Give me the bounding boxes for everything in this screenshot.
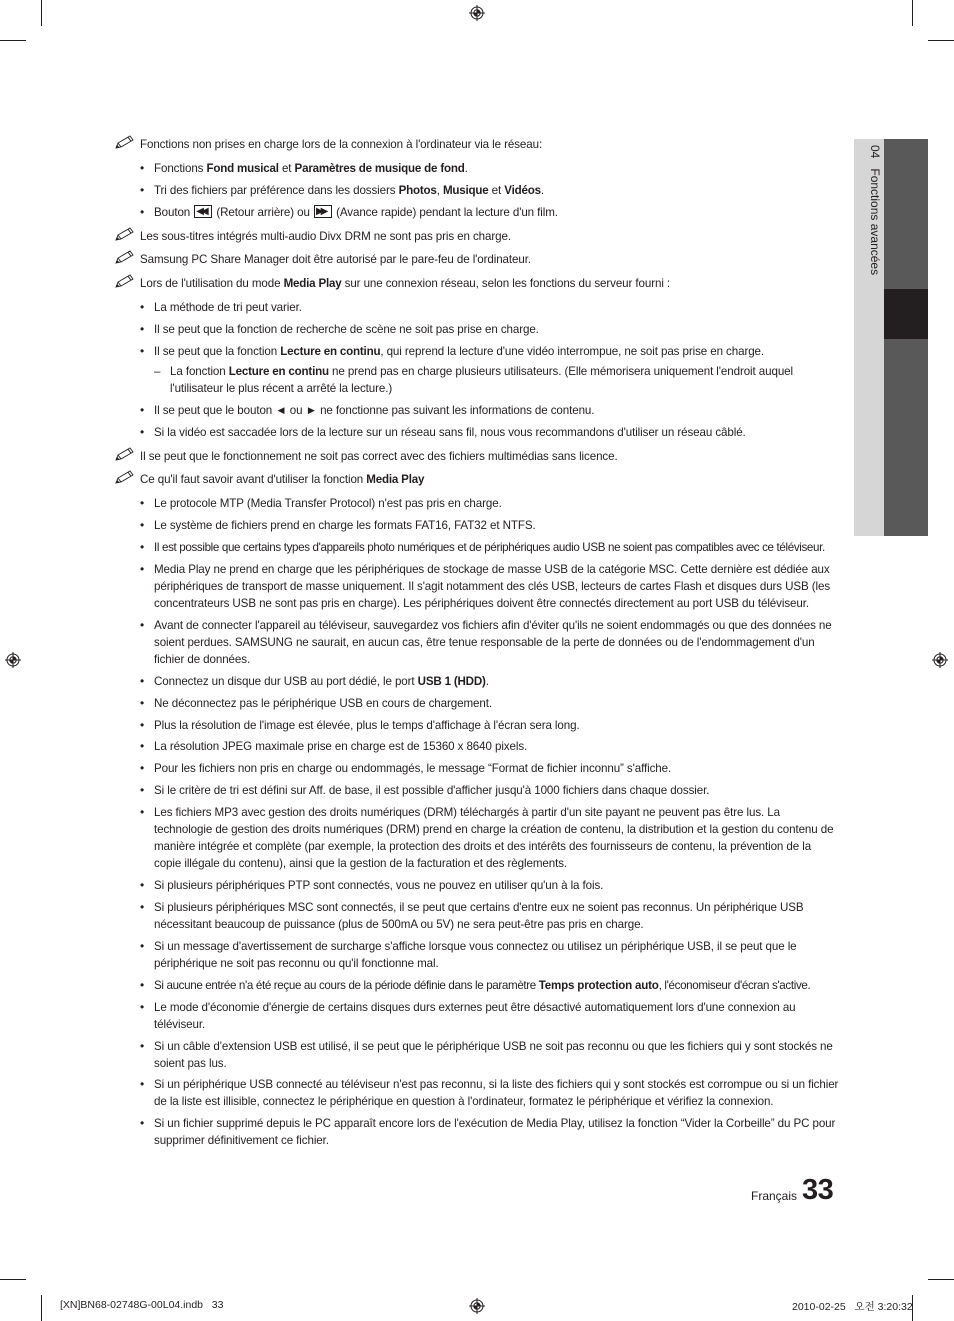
section-number: 04 — [868, 145, 882, 159]
text-run: Fonctions non prises en charge lors de la connexion à l'ordinateur via le réseau: — [140, 138, 543, 151]
bullet-item — [114, 402, 840, 419]
text-run: Il se peut que la fonction de recherche de scène ne soit pas prise en charge. — [154, 323, 539, 337]
bold-term: Media Play — [366, 473, 425, 487]
bullet-item — [114, 977, 840, 994]
text-run: Media Play ne prend en charge que les périphériques de stockage de masse USB de la catégorie MSC. Cette dernière est dédiée aux périphériques de transport de masse uniquement. Il s'agit notamment des clés USB, lecteurs de cartes Flash et disques durs USB (les concentrateurs USB ne sont pas pris en charge). Les périphériques doivent être connectés directement au port USB du téléviseur. — [154, 563, 831, 611]
text-run: Si aucune entrée n'a été reçue au cours de la période définie dans le paramètre — [154, 978, 539, 992]
page-content — [114, 136, 840, 1156]
text-run: . — [464, 161, 468, 175]
registration-mark-icon — [469, 5, 485, 21]
note-item — [114, 228, 840, 245]
crop-mark — [41, 1295, 42, 1321]
sub-item — [114, 363, 840, 397]
bullet-list — [114, 299, 840, 440]
bullet-item — [114, 204, 840, 221]
text-run: Si la vidéo est saccadée lors de la lecture sur un réseau sans fil, nous vous recommandons d'utiliser un réseau câblé. — [154, 425, 746, 439]
text-run: (Retour arrière) ou — [213, 205, 313, 219]
text-run: Si un périphérique USB connecté au téléviseur n'est pas reconnu, si la liste des fichiers qui y sont stockés est corrompue ou si un fichier de la liste est illisible, connectez le périphérique en question à l'ordinateur, formatez le périphérique et vérifiez la connexion. — [154, 1078, 839, 1109]
bullet-item — [114, 1115, 840, 1149]
text-run: Ce qu'il faut savoir avant d'utiliser la fonction — [140, 473, 367, 487]
bullet-item — [114, 999, 840, 1033]
bullet-item — [114, 495, 840, 512]
bullet-item — [114, 182, 840, 199]
bold-term: Lecture en continu — [280, 345, 381, 359]
bullet-item — [114, 673, 840, 690]
bullet-item — [114, 299, 840, 316]
bullet-item — [114, 343, 840, 360]
bullet-list — [114, 495, 840, 1149]
crop-mark — [0, 1279, 26, 1280]
rewind-icon — [194, 205, 212, 218]
print-slug-file: [XN]BN68-02748G-00L04.indb 33 — [60, 1299, 224, 1311]
bold-term: Paramètres de musique de fond — [294, 161, 465, 175]
text-run: Le système de fichiers prend en charge les formats FAT16, FAT32 et NTFS. — [154, 519, 536, 533]
bullet-item — [114, 1076, 840, 1110]
text-run: Pour les fichiers non pris en charge ou endommagés, le message “Format de fichier inconnu” s'affiche. — [154, 762, 672, 776]
text-run: Le protocole MTP (Media Transfer Protocol) n'est pas pris en charge. — [154, 497, 502, 511]
text-run: Si plusieurs périphériques MSC sont connectés, il se peut que certains d'entre eux ne soient pas reconnus. Un périphérique USB nécessitant beaucoup de puissance (plus de 500mA ou 5V) ne sera peut-être pas pris en charge. — [154, 900, 804, 931]
text-run: Si plusieurs périphériques PTP sont connectés, vous ne pouvez en utiliser qu'un à la fois. — [154, 879, 604, 893]
note-pencil-icon — [114, 134, 136, 150]
text-run: ne prend pas en charge plusieurs utilisateurs. (Elle mémorisera uniquement l'endroit auquel l'utilisateur le plus récent a arrêté la lecture.) — [170, 364, 793, 395]
text-run: . — [540, 183, 545, 197]
bullet-item — [114, 717, 840, 734]
crop-mark — [0, 40, 26, 41]
fast-forward-icon — [314, 205, 332, 218]
text-run: Bouton — [154, 205, 194, 219]
bullet-item — [114, 321, 840, 338]
bullet-item — [114, 804, 840, 872]
text-run: Les sous-titres intégrés multi-audio Divx DRM ne sont pas pris en charge. — [140, 229, 511, 243]
text-run: sur une connexion réseau, selon les fonctions du serveur fourni : — [341, 277, 671, 291]
note-pencil-icon — [114, 446, 136, 462]
note-item — [114, 136, 840, 153]
text-run: La fonction — [170, 364, 229, 378]
bullet-item — [114, 160, 840, 177]
note-item — [114, 471, 840, 488]
page-language: Français — [751, 1189, 798, 1203]
bold-term: Media Play — [283, 277, 342, 291]
registration-mark-icon — [5, 652, 21, 668]
bold-term: Photos — [398, 183, 437, 197]
text-run: et — [278, 161, 295, 175]
crop-mark — [41, 0, 42, 26]
bold-term: Fond musical — [206, 161, 279, 175]
note-item — [114, 448, 840, 465]
text-run: . — [485, 674, 489, 688]
text-run: Tri des fichiers par préférence dans les dossiers — [154, 183, 399, 197]
page-number: 33 — [802, 1174, 834, 1206]
text-run: Connectez un disque dur USB au port dédié, le port — [154, 674, 418, 688]
bullet-item — [114, 1038, 840, 1072]
crop-mark — [928, 1279, 954, 1280]
text-run: , — [436, 183, 443, 197]
bold-term: Lecture en continu — [228, 364, 329, 378]
text-run: Fonctions — [154, 161, 207, 175]
text-run: Ne déconnectez pas le périphérique USB en cours de chargement. — [154, 696, 492, 710]
crop-mark — [928, 40, 954, 41]
chapter-tab-label — [862, 145, 882, 275]
text-run: Il est possible que certains types d'appareils photo numériques et de périphériques audio USB ne soient pas compatibles avec ce téléviseur. — [154, 541, 825, 555]
text-run: Lors de l'utilisation du mode — [140, 277, 284, 291]
text-run: et — [488, 183, 505, 197]
rewind-icon-glyph: ◀◀ — [196, 205, 206, 217]
text-run: Si un câble d'extension USB est utilisé, il se peut que le périphérique USB ne soit pas reconnu ou que les fichiers qui y sont stockés ne soient pas lus. — [154, 1039, 833, 1070]
text-run: La résolution JPEG maximale prise en charge est de 15360 x 8640 pixels. — [154, 740, 528, 754]
note-pencil-icon — [114, 469, 136, 485]
bullet-item — [114, 877, 840, 894]
bullet-item — [114, 899, 840, 933]
fast-forward-icon-glyph: ▶▶ — [315, 205, 326, 217]
bold-term: USB 1 (HDD) — [417, 674, 486, 688]
note-pencil-icon — [114, 249, 136, 265]
print-slug-date: 2010-02-25 오전 3:20:32 — [792, 1301, 913, 1313]
bullet-item — [114, 539, 840, 556]
text-run: Il se peut que le bouton ◄ ou ► ne fonctionne pas suivant les informations de contenu. — [154, 403, 595, 417]
text-run: Il se peut que le fonctionnement ne soit pas correct avec des fichiers multimédias sans licence. — [140, 449, 618, 463]
registration-mark-icon — [932, 652, 948, 668]
text-run: Si un fichier supprimé depuis le PC apparaît encore lors de l'exécution de Media Play, utilisez la fonction “Vider la Corbeille” du PC pour supprimer définitivement ce fichier. — [154, 1117, 836, 1148]
text-run: Le mode d'économie d'énergie de certains disques durs externes peut être désactivé automatiquement lors d'une connexion au téléviseur. — [154, 1000, 796, 1031]
note-item — [114, 275, 840, 292]
text-run: Samsung PC Share Manager doit être autorisé par le pare-feu de l'ordinateur. — [140, 253, 531, 267]
text-run: Si un message d'avertissement de surcharge s'affiche lorsque vous connectez ou utilisez un périphérique USB, il se peut que le périphérique ne soit pas reconnu ou qu'il fonctionne mal. — [154, 939, 797, 970]
bullet-item — [114, 517, 840, 534]
bullet-item — [114, 424, 840, 441]
text-run: Plus la résolution de l'image est élevée, plus le temps d'affichage à l'écran sera long. — [154, 718, 580, 732]
crop-mark — [912, 0, 913, 26]
text-run: Les fichiers MP3 avec gestion des droits numériques (DRM) téléchargés à partir d'un site payant ne peuvent pas être lus. La technologie de gestion des droits numériques (DRM) prend en charge la création de contenu, la distribution et la gestion du contenu de manière intégrée et complète (par exemple, la protection des droits et des intérêts des fournisseurs de contenu, la prévention de la copie illégale du contenu), ainsi que la gestion de la facturation et des règlements. — [154, 806, 834, 871]
bullet-list — [114, 160, 840, 221]
note-item — [114, 251, 840, 268]
chapter-tab — [854, 139, 928, 536]
bold-term: Temps protection auto — [538, 978, 659, 992]
section-title: Fonctions avancées — [868, 168, 882, 276]
note-pencil-icon — [114, 226, 136, 242]
text-run: , l'économiseur d'écran s'active. — [658, 978, 811, 992]
bold-term: Musique — [442, 183, 489, 197]
text-run: , qui reprend la lecture d'une vidéo interrompue, ne soit pas prise en charge. — [380, 345, 765, 359]
text-run: (Avance rapide) pendant la lecture d'un film. — [332, 205, 558, 219]
bullet-item — [114, 738, 840, 755]
text-run: Si le critère de tri est défini sur Aff. de base, il est possible d'afficher jusqu'à 1000 fichiers dans chaque dossier. — [154, 784, 710, 798]
bullet-item — [114, 561, 840, 612]
bullet-item — [114, 617, 840, 668]
bullet-item — [114, 695, 840, 712]
bold-term: Vidéos — [504, 183, 541, 197]
bullet-item — [114, 760, 840, 777]
chapter-tab-current-marker — [884, 289, 928, 339]
note-pencil-icon — [114, 273, 136, 289]
text-run: Avant de connecter l'appareil au téléviseur, sauvegardez vos fichiers afin d'éviter qu'ils ne soient endommagés ou que des données ne soient perdues. SAMSUNG ne saurait, en aucun cas, être tenue responsable de la perte de données ou de l'endommagement d'un fichier de données. — [154, 618, 832, 666]
bullet-item — [114, 938, 840, 972]
bullet-item — [114, 782, 840, 799]
text-run: La méthode de tri peut varier. — [154, 301, 302, 315]
registration-mark-icon — [469, 1298, 485, 1314]
text-run: Il se peut que la fonction — [154, 345, 281, 359]
